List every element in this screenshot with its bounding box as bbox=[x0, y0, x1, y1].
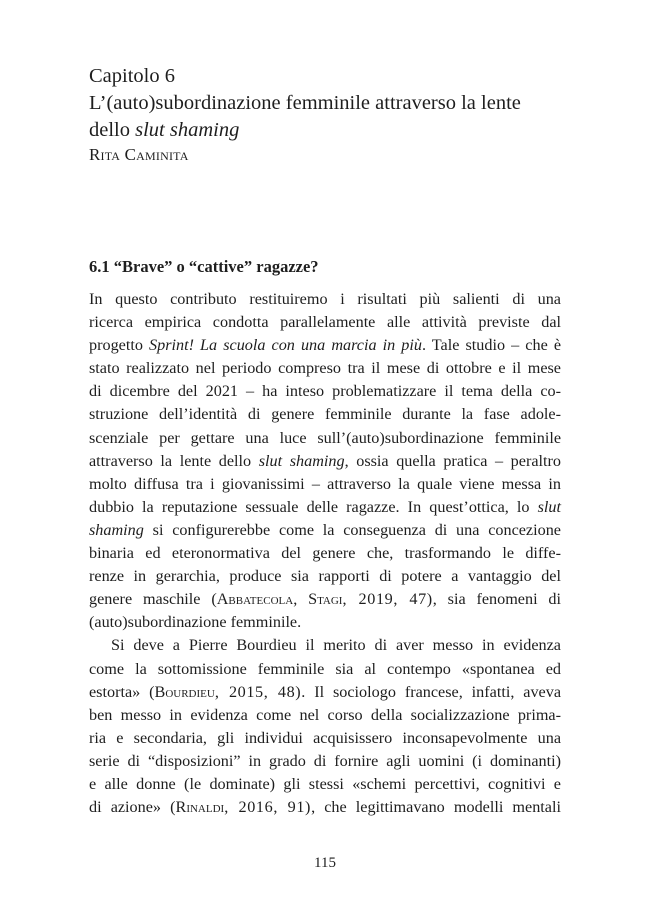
body-text bbox=[89, 288, 561, 819]
text-run: si configurerebbe come la conseguenza di una concezione bbox=[143, 520, 561, 539]
text-line: Si deve a Pierre Bourdieu il merito di aver messo in evidenza bbox=[111, 636, 561, 655]
text-line: ben messo in evidenza come nel corso della socializzazione prima- bbox=[89, 705, 561, 724]
text-line: (auto)subordinazione femminile. bbox=[89, 613, 302, 632]
text-run: , che legittimavano modelli mentali bbox=[311, 798, 561, 817]
text-line: molto diffusa tra i giovanissimi – attraverso la quale viene messa in bbox=[89, 474, 561, 493]
text-line: In questo contributo restituiremo i risultati più salienti di una bbox=[89, 290, 561, 308]
chapter-header bbox=[89, 63, 559, 166]
term-italic: shaming bbox=[89, 520, 144, 539]
term-italic: slut shaming bbox=[258, 451, 345, 470]
text-run: . Il sociologo francese, infatti, aveva bbox=[301, 682, 561, 701]
text-run: di azione» ( bbox=[89, 798, 176, 817]
citation-author: Abbatecola bbox=[216, 590, 294, 609]
citation-author: Bourdieu bbox=[154, 682, 215, 701]
text-run: . Tale studio – che è bbox=[421, 336, 561, 355]
text-run: genere maschile ( bbox=[89, 590, 217, 609]
project-title-italic: Sprint! La scuola con una marcia in più bbox=[149, 336, 422, 355]
text-line: come la sottomissione femminile sia al contempo «spontanea ed bbox=[89, 659, 561, 678]
chapter-title-line-2-prefix: dello bbox=[89, 119, 136, 141]
chapter-title-line-2 bbox=[89, 117, 559, 144]
term-italic: slut bbox=[537, 497, 561, 516]
text-line: ria e secondaria, gli individui acquisissero inconsapevolmente una bbox=[89, 728, 561, 747]
text-line: binaria ed eteronormativa del genere che, trasformando le diffe- bbox=[89, 544, 561, 563]
text-line: stato realizzato nel periodo compreso tra il mese di ottobre e il mese bbox=[89, 359, 561, 378]
citation-year: , 2016, 91) bbox=[224, 798, 312, 817]
text-run: progetto bbox=[89, 336, 150, 355]
text-line bbox=[89, 796, 561, 819]
text-run: estorta» ( bbox=[89, 682, 155, 701]
chapter-author: Rita Caminita bbox=[89, 145, 189, 164]
paragraph-1 bbox=[89, 288, 561, 634]
text-line: renze in gerarchia, produce sia rapporti di potere a vantaggio del bbox=[89, 567, 561, 586]
section-heading: 6.1 “Brave” o “cattive” ragazze? bbox=[89, 257, 319, 276]
text-run: , sia fenomeni di bbox=[432, 590, 562, 609]
chapter-title-italic: slut shaming bbox=[135, 119, 240, 141]
text-line bbox=[89, 681, 561, 704]
text-line: scenziale per gettare una luce sull’(auto)subordinazione femminile bbox=[89, 428, 561, 447]
text-line bbox=[89, 450, 561, 473]
text-line: di dicembre del 2021 – ha inteso problematizzare il tema della co- bbox=[89, 382, 561, 401]
text-line bbox=[89, 588, 561, 611]
chapter-title-line-1: L’(auto)subordinazione femminile attraverso la lente bbox=[89, 92, 521, 114]
text-line bbox=[89, 519, 561, 542]
text-line: serie di “disposizioni” in grado di fornire agli uomini (i dominanti) bbox=[89, 751, 561, 770]
page-number: 115 bbox=[314, 855, 336, 871]
text-line: struzione dell’identità di genere femminile durante la fase adole- bbox=[89, 405, 561, 424]
text-run: dubbio la reputazione sessuale delle ragazze. In quest’ottica, lo bbox=[89, 497, 538, 516]
chapter-label: Capitolo 6 bbox=[89, 65, 175, 87]
citation-year: , 2015, 48) bbox=[214, 682, 302, 701]
text-line bbox=[89, 496, 561, 519]
citation-year: , 2019, 47) bbox=[342, 590, 433, 609]
text-run: , ossia quella pratica – peraltro bbox=[344, 451, 561, 470]
citation-author: Stagi bbox=[308, 590, 343, 609]
text-line: ricerca empirica condotta parallelamente alle attività previste dal bbox=[89, 313, 561, 332]
text-run: , bbox=[293, 590, 309, 609]
text-run: attraverso la lente dello bbox=[89, 451, 259, 470]
text-line bbox=[89, 334, 561, 357]
text-line: e alle donne (le dominate) gli stessi «schemi percettivi, cognitivi e bbox=[89, 774, 561, 793]
citation-author: Rinaldi bbox=[175, 798, 225, 817]
paragraph-2 bbox=[89, 634, 561, 819]
